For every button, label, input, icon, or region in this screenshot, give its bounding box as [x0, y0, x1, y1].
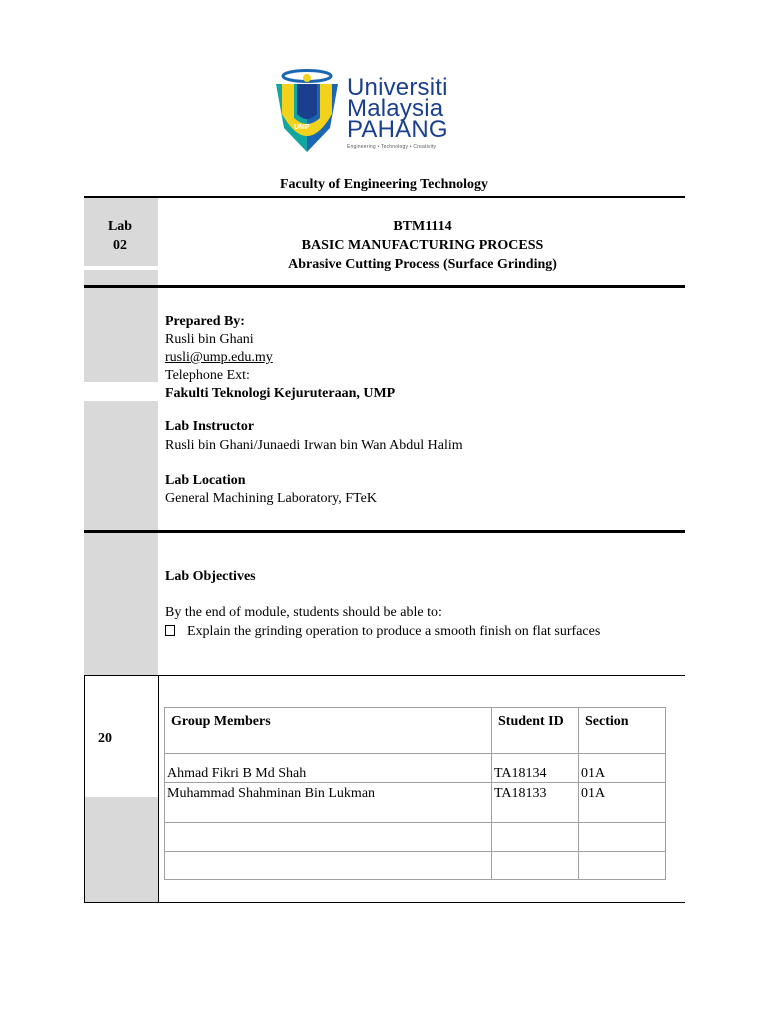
course-name: BASIC MANUFACTURING PROCESS — [301, 238, 544, 253]
location-heading: Lab Location — [165, 473, 246, 488]
group-members-table — [164, 707, 666, 880]
gray-block — [84, 401, 158, 530]
member-id: TA18134 — [492, 754, 579, 783]
lab-word: Lab — [107, 219, 133, 234]
table-row — [165, 783, 666, 823]
logo-line-3: PAHANG — [347, 116, 448, 143]
member-id — [492, 852, 579, 880]
member-section: 01A — [579, 754, 666, 783]
rule-after-objectives — [84, 675, 685, 676]
group-number: 20 — [98, 731, 112, 746]
group-left-border — [84, 676, 85, 902]
top-rule — [84, 196, 685, 198]
header-section: Section — [579, 708, 666, 754]
logo-line-2: Malaysia — [347, 95, 444, 122]
member-id — [492, 823, 579, 852]
logo-tagline: Engineering • Technology • Creativity — [347, 144, 437, 150]
gray-block — [84, 270, 158, 285]
course-code: BTM1114 — [393, 219, 452, 234]
prepared-by-block — [165, 313, 395, 403]
header-group-members: Group Members — [165, 708, 492, 754]
objective-text: Explain the grinding operation to produce a smooth finish on flat surfaces — [187, 624, 601, 639]
header-student-id: Student ID — [492, 708, 579, 754]
table-header-row — [165, 708, 666, 754]
member-section — [579, 823, 666, 852]
preparer-email-link[interactable]: rusli@ump.edu.my — [165, 350, 273, 365]
course-block — [160, 217, 685, 274]
gray-block — [84, 533, 158, 675]
member-id: TA18133 — [492, 783, 579, 823]
preparer-faculty: Fakulti Teknologi Kejuruteraan, UMP — [165, 386, 396, 401]
member-name — [165, 823, 492, 852]
bullet-box-icon — [165, 625, 175, 636]
gray-block — [84, 288, 158, 382]
objective-item — [165, 624, 600, 640]
logo-line-1: Universiti — [347, 74, 448, 101]
telephone-ext: Telephone Ext: — [165, 368, 250, 383]
bottom-rule — [84, 902, 685, 903]
member-name: Ahmad Fikri B Md Shah — [165, 754, 492, 783]
member-section: 01A — [579, 783, 666, 823]
table-row — [165, 852, 666, 880]
lab-number: 02 — [113, 238, 127, 253]
lab-label — [84, 217, 156, 255]
faculty-title: Faculty of Engineering Technology — [279, 177, 489, 192]
location-place: General Machining Laboratory, FTeK — [165, 491, 377, 506]
table-row — [165, 823, 666, 852]
rule-after-location — [84, 530, 685, 533]
university-name — [347, 74, 448, 150]
objectives-heading: Lab Objectives — [165, 569, 256, 584]
ump-badge-text: UMP — [294, 124, 310, 131]
table-row — [165, 754, 666, 783]
prepared-heading: Prepared By: — [165, 314, 245, 329]
instructor-names: Rusli bin Ghani/Junaedi Irwan bin Wan Abdul Halim — [165, 438, 463, 453]
member-name: Muhammad Shahminan Bin Lukman — [165, 783, 492, 823]
objectives-intro: By the end of module, students should be able to: — [165, 605, 442, 620]
ump-crest-icon — [270, 66, 345, 161]
gray-block — [84, 797, 158, 902]
course-title: Abrasive Cutting Process (Surface Grinding) — [288, 257, 557, 272]
member-name — [165, 852, 492, 880]
member-section — [579, 852, 666, 880]
preparer-name: Rusli bin Ghani — [165, 332, 254, 347]
rule-after-course — [84, 285, 685, 288]
group-divider — [158, 676, 159, 902]
instructor-heading: Lab Instructor — [165, 419, 255, 434]
